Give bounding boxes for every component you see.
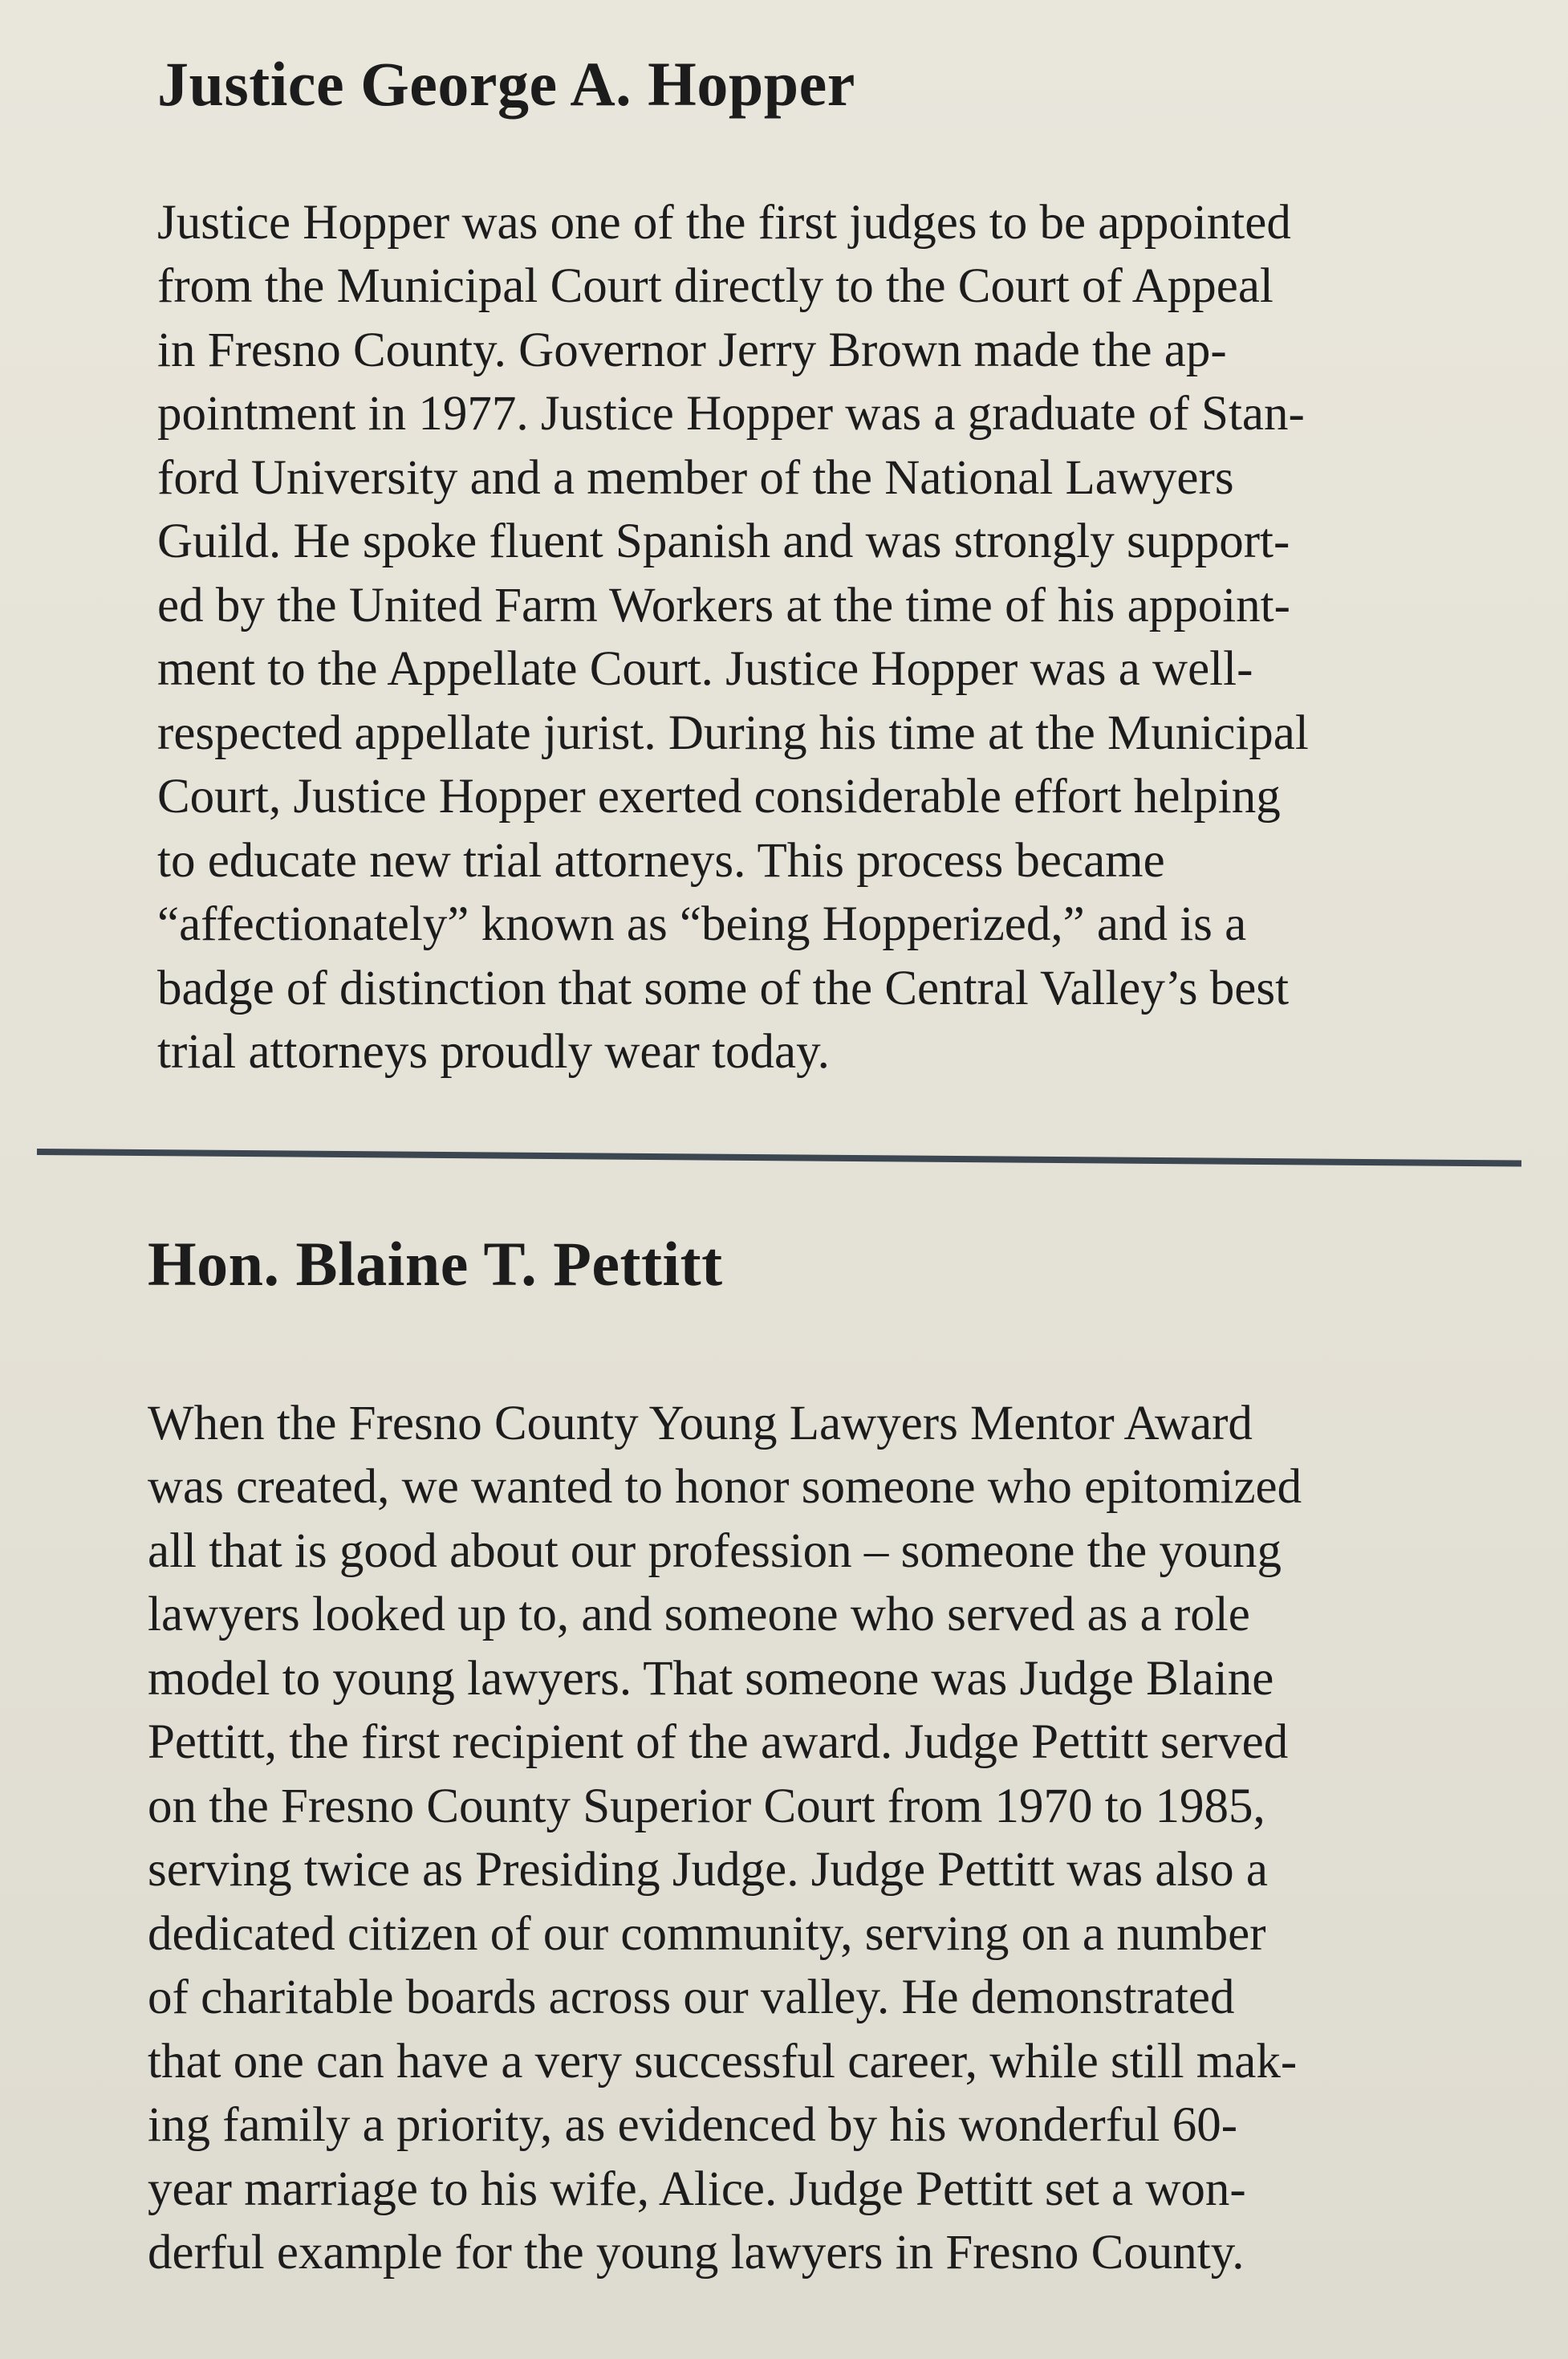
body-line: Court, Justice Hopper exerted considerable effort helping (157, 770, 1281, 824)
body-line: year marriage to his wife, Alice. Judge Pettitt set a won- (148, 2162, 1246, 2216)
body-line: from the Municipal Court directly to the Court of Appeal (157, 259, 1273, 314)
body-line: model to young lawyers. That someone was Judge Blaine (148, 1651, 1274, 1706)
body-line: on the Fresno County Superior Court from 1970 to 1985, (148, 1779, 1265, 1833)
body-line: Pettitt, the first recipient of the award. Judge Pettitt served (148, 1715, 1289, 1770)
body-line: pointment in 1977. Justice Hopper was a graduate of Stan- (157, 387, 1305, 441)
section-divider (37, 1149, 1521, 1167)
body-line: ing family a priority, as evidenced by his wonderful 60- (148, 2098, 1238, 2153)
body-line: that one can have a very successful career, while still mak- (148, 2034, 1298, 2089)
body-line: of charitable boards across our valley. He demonstrated (148, 1971, 1235, 2025)
section-heading: Hon. Blaine T. Pettitt (148, 1229, 723, 1299)
body-line: respected appellate jurist. During his time at the Municipal (157, 706, 1309, 760)
body-line: to educate new trial attorneys. This process became (157, 833, 1165, 888)
section-heading: Justice George A. Hopper (157, 49, 855, 119)
body-line: was created, we wanted to honor someone who epitomized (148, 1460, 1302, 1515)
body-line: trial attorneys proudly wear today. (157, 1025, 830, 1080)
section-hopper (157, 50, 1496, 1084)
section-body (157, 191, 1496, 1084)
body-line: Justice Hopper was one of the first judges to be appointed (157, 195, 1291, 250)
body-line: ment to the Appellate Court. Justice Hopper was a well- (157, 642, 1253, 697)
body-line: dedicated citizen of our community, serving on a number (148, 1906, 1266, 1961)
section-body (148, 1392, 1472, 2285)
body-line: serving twice as Presiding Judge. Judge Pettitt was also a (148, 1843, 1269, 1897)
body-line: lawyers looked up to, and someone who served as a role (148, 1588, 1250, 1642)
body-line: derful example for the young lawyers in Fresno County. (148, 2226, 1245, 2280)
body-line: badge of distinction that some of the Central Valley’s best (157, 961, 1290, 1015)
body-line: ford University and a member of the National Lawyers (157, 450, 1234, 505)
section-pettitt (148, 1230, 1472, 2285)
body-line: Guild. He spoke fluent Spanish and was strongly support- (157, 515, 1290, 569)
body-line: ed by the United Farm Workers at the time of his appoint- (157, 578, 1290, 632)
body-line: all that is good about our profession – someone the young (148, 1523, 1282, 1578)
body-line: in Fresno County. Governor Jerry Brown made the ap- (157, 323, 1227, 377)
body-line: When the Fresno County Young Lawyers Mentor Award (148, 1396, 1253, 1450)
body-line: “affectionately” known as “being Hopperized,” and is a (157, 897, 1247, 952)
